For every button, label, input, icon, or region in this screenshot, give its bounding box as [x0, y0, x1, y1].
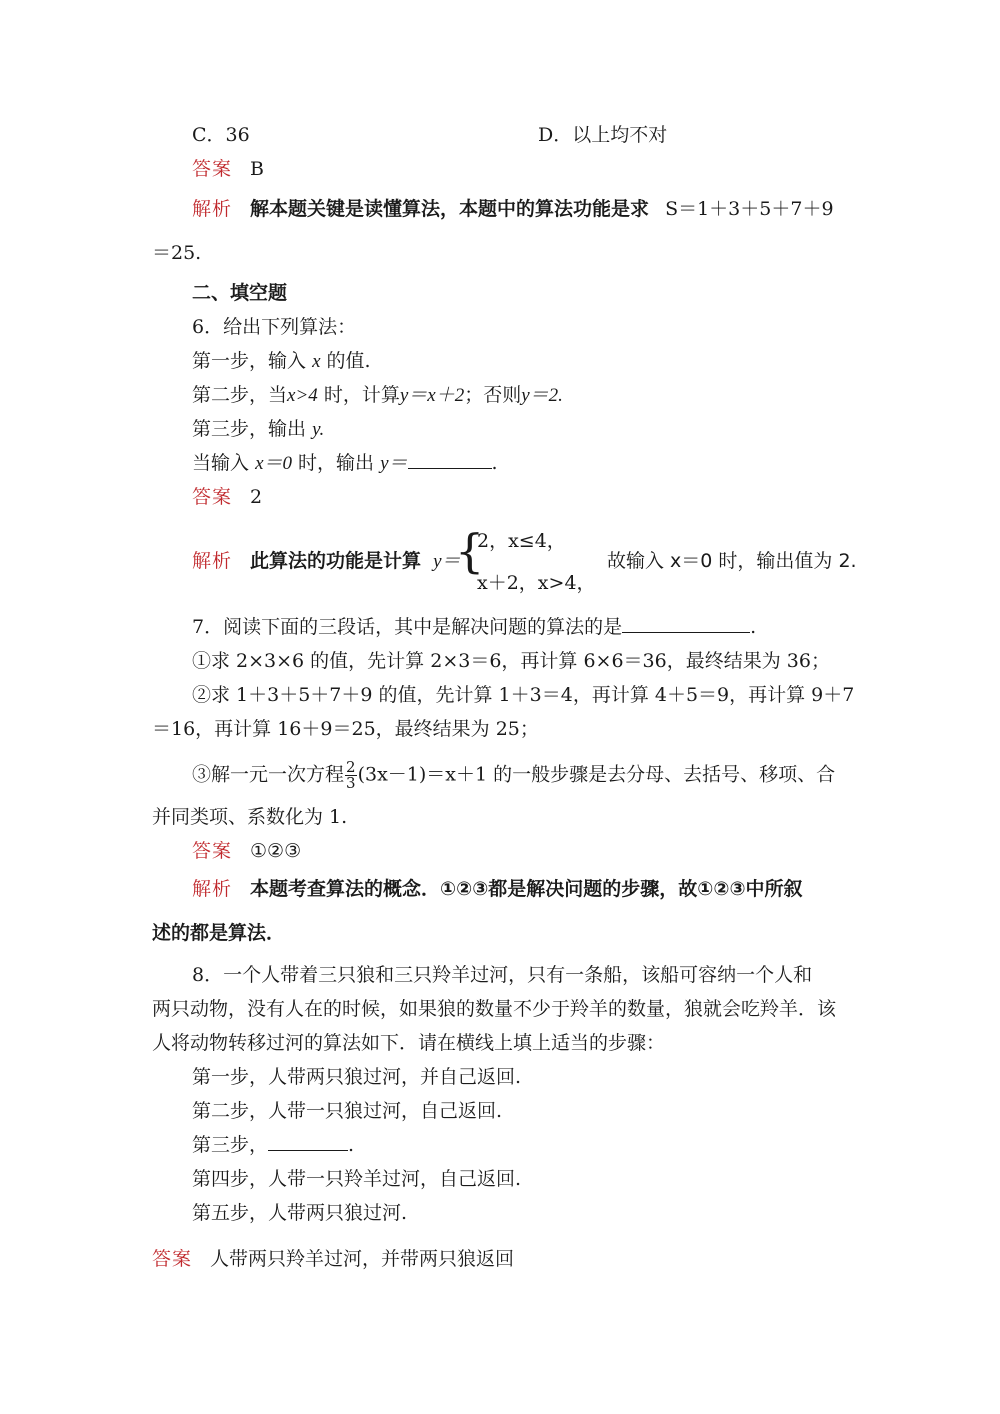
q8-step3 [192, 1132, 354, 1158]
answer-blank[interactable] [268, 1132, 348, 1151]
section-title: 二、填空题 [192, 282, 288, 304]
analysis-text: 解本题关键是读懂算法，本题中的算法功能是求 [250, 198, 650, 220]
q6-step3 [192, 416, 324, 443]
case-2: x＋2，x>4， [477, 572, 596, 594]
var: y＝ [380, 453, 408, 474]
analysis-end: 故输入 x＝0 时，输出值为 2. [607, 550, 857, 572]
text: 第二步，当 [192, 384, 288, 406]
q8-step1: 第一步，人带两只狼过河，并自己返回. [192, 1066, 522, 1088]
text: 的值. [326, 350, 371, 372]
text: 第三步，输出 [192, 418, 307, 440]
text: 7．阅读下面的三段话，其中是解决问题的算法的是 [192, 616, 623, 638]
q7-item2-cont: ＝16，再计算 16＋9＝25，最终结果为 25； [152, 718, 539, 740]
answer-blank[interactable] [408, 450, 492, 469]
q8-answer [152, 1246, 514, 1272]
answer-label: 答案 [152, 1248, 193, 1270]
answer-value: B [250, 158, 264, 180]
answer-label: 答案 [192, 840, 233, 862]
answer-blank[interactable] [622, 614, 750, 633]
text: ③解一元一次方程 [192, 763, 345, 786]
answer-value: 2 [250, 486, 263, 508]
answer-value: ①②③ [250, 840, 302, 862]
condition: x>4 [287, 385, 318, 406]
q8-line3: 人将动物转移过河的算法如下．请在横线上填上适当的步骤： [152, 1032, 666, 1054]
q6-question [192, 450, 498, 477]
text: . [348, 1134, 355, 1156]
calc: y＝x＋2 [399, 385, 465, 406]
text: 当输入 [192, 452, 250, 474]
analysis-label: 解析 [192, 878, 233, 900]
var: y. [312, 419, 325, 440]
analysis-text: 此算法的功能是计算 [250, 550, 422, 572]
q8-step4: 第四步，人带一只羚羊过河，自己返回. [192, 1168, 522, 1190]
text: 时，计算 [323, 384, 400, 406]
piecewise-brace: { [455, 524, 485, 578]
q7-answer [192, 838, 301, 864]
case-1: 2，x≤4， [477, 530, 566, 552]
analysis-label: 解析 [192, 550, 233, 572]
text: ；否则 [464, 384, 522, 406]
q8-line1: 8．一个人带着三只狼和三只羚羊过河，只有一条船，该船可容纳一个人和 [192, 964, 813, 986]
q8-step2: 第二步，人带一只狼过河，自己返回. [192, 1100, 503, 1122]
q6-title: 6．给出下列算法： [192, 316, 357, 338]
q6-analysis [192, 548, 461, 575]
text: . [491, 452, 498, 474]
answer-label: 答案 [192, 486, 233, 508]
q7-item3-cont: 并同类项、系数化为 1. [152, 806, 348, 828]
option-c: C．36 [192, 124, 250, 146]
q6-answer [192, 484, 262, 510]
analysis-y: y＝ [433, 551, 461, 572]
text: 第三步， [192, 1134, 269, 1156]
text: . [750, 616, 757, 638]
text: 时，输出 [298, 452, 375, 474]
q7-item2: ②求 1＋3＋5＋7＋9 的值，先计算 1＋3＝4，再计算 4＋5＝9，再计算 9＋7 [192, 684, 855, 706]
q7-item3 [192, 760, 835, 791]
condition: x＝0 [255, 453, 292, 474]
q6-step1 [192, 348, 371, 375]
answer-value: 人带两只羚羊过河，并带两只狼返回 [210, 1248, 515, 1270]
q5-analysis [192, 196, 834, 222]
option-d: D．以上均不对 [538, 124, 668, 146]
text: (3x－1)＝x＋1 的一般步骤是去分母、去括号、移项、合 [357, 763, 836, 786]
q7-item1: ①求 2×3×6 的值，先计算 2×3＝6，再计算 6×6＝36，最终结果为 36； [192, 650, 830, 672]
analysis-label: 解析 [192, 198, 233, 220]
fraction [345, 760, 357, 791]
analysis-formula: S＝1＋3＋5＋7＋9 [665, 198, 834, 220]
q5-analysis-cont: ＝25. [152, 242, 202, 264]
q8-step5: 第五步，人带两只狼过河. [192, 1202, 408, 1224]
denominator: 3 [346, 774, 356, 792]
answer-label: 答案 [192, 158, 233, 180]
q6-step2 [192, 382, 563, 409]
q8-line2: 两只动物，没有人在的时候，如果狼的数量不少于羚羊的数量，狼就会吃羚羊．该 [152, 998, 837, 1020]
analysis-text: 本题考查算法的概念．①②③都是解决问题的步骤，故①②③中所叙 [250, 878, 803, 900]
var: x [312, 351, 321, 372]
else: y＝2. [521, 385, 563, 406]
q7-analysis-cont: 述的都是算法． [152, 922, 286, 944]
q5-answer [192, 156, 264, 182]
q7-analysis [192, 876, 803, 902]
numerator: 2 [346, 758, 356, 776]
text: 第一步，输入 [192, 350, 307, 372]
q7-title [192, 614, 756, 640]
